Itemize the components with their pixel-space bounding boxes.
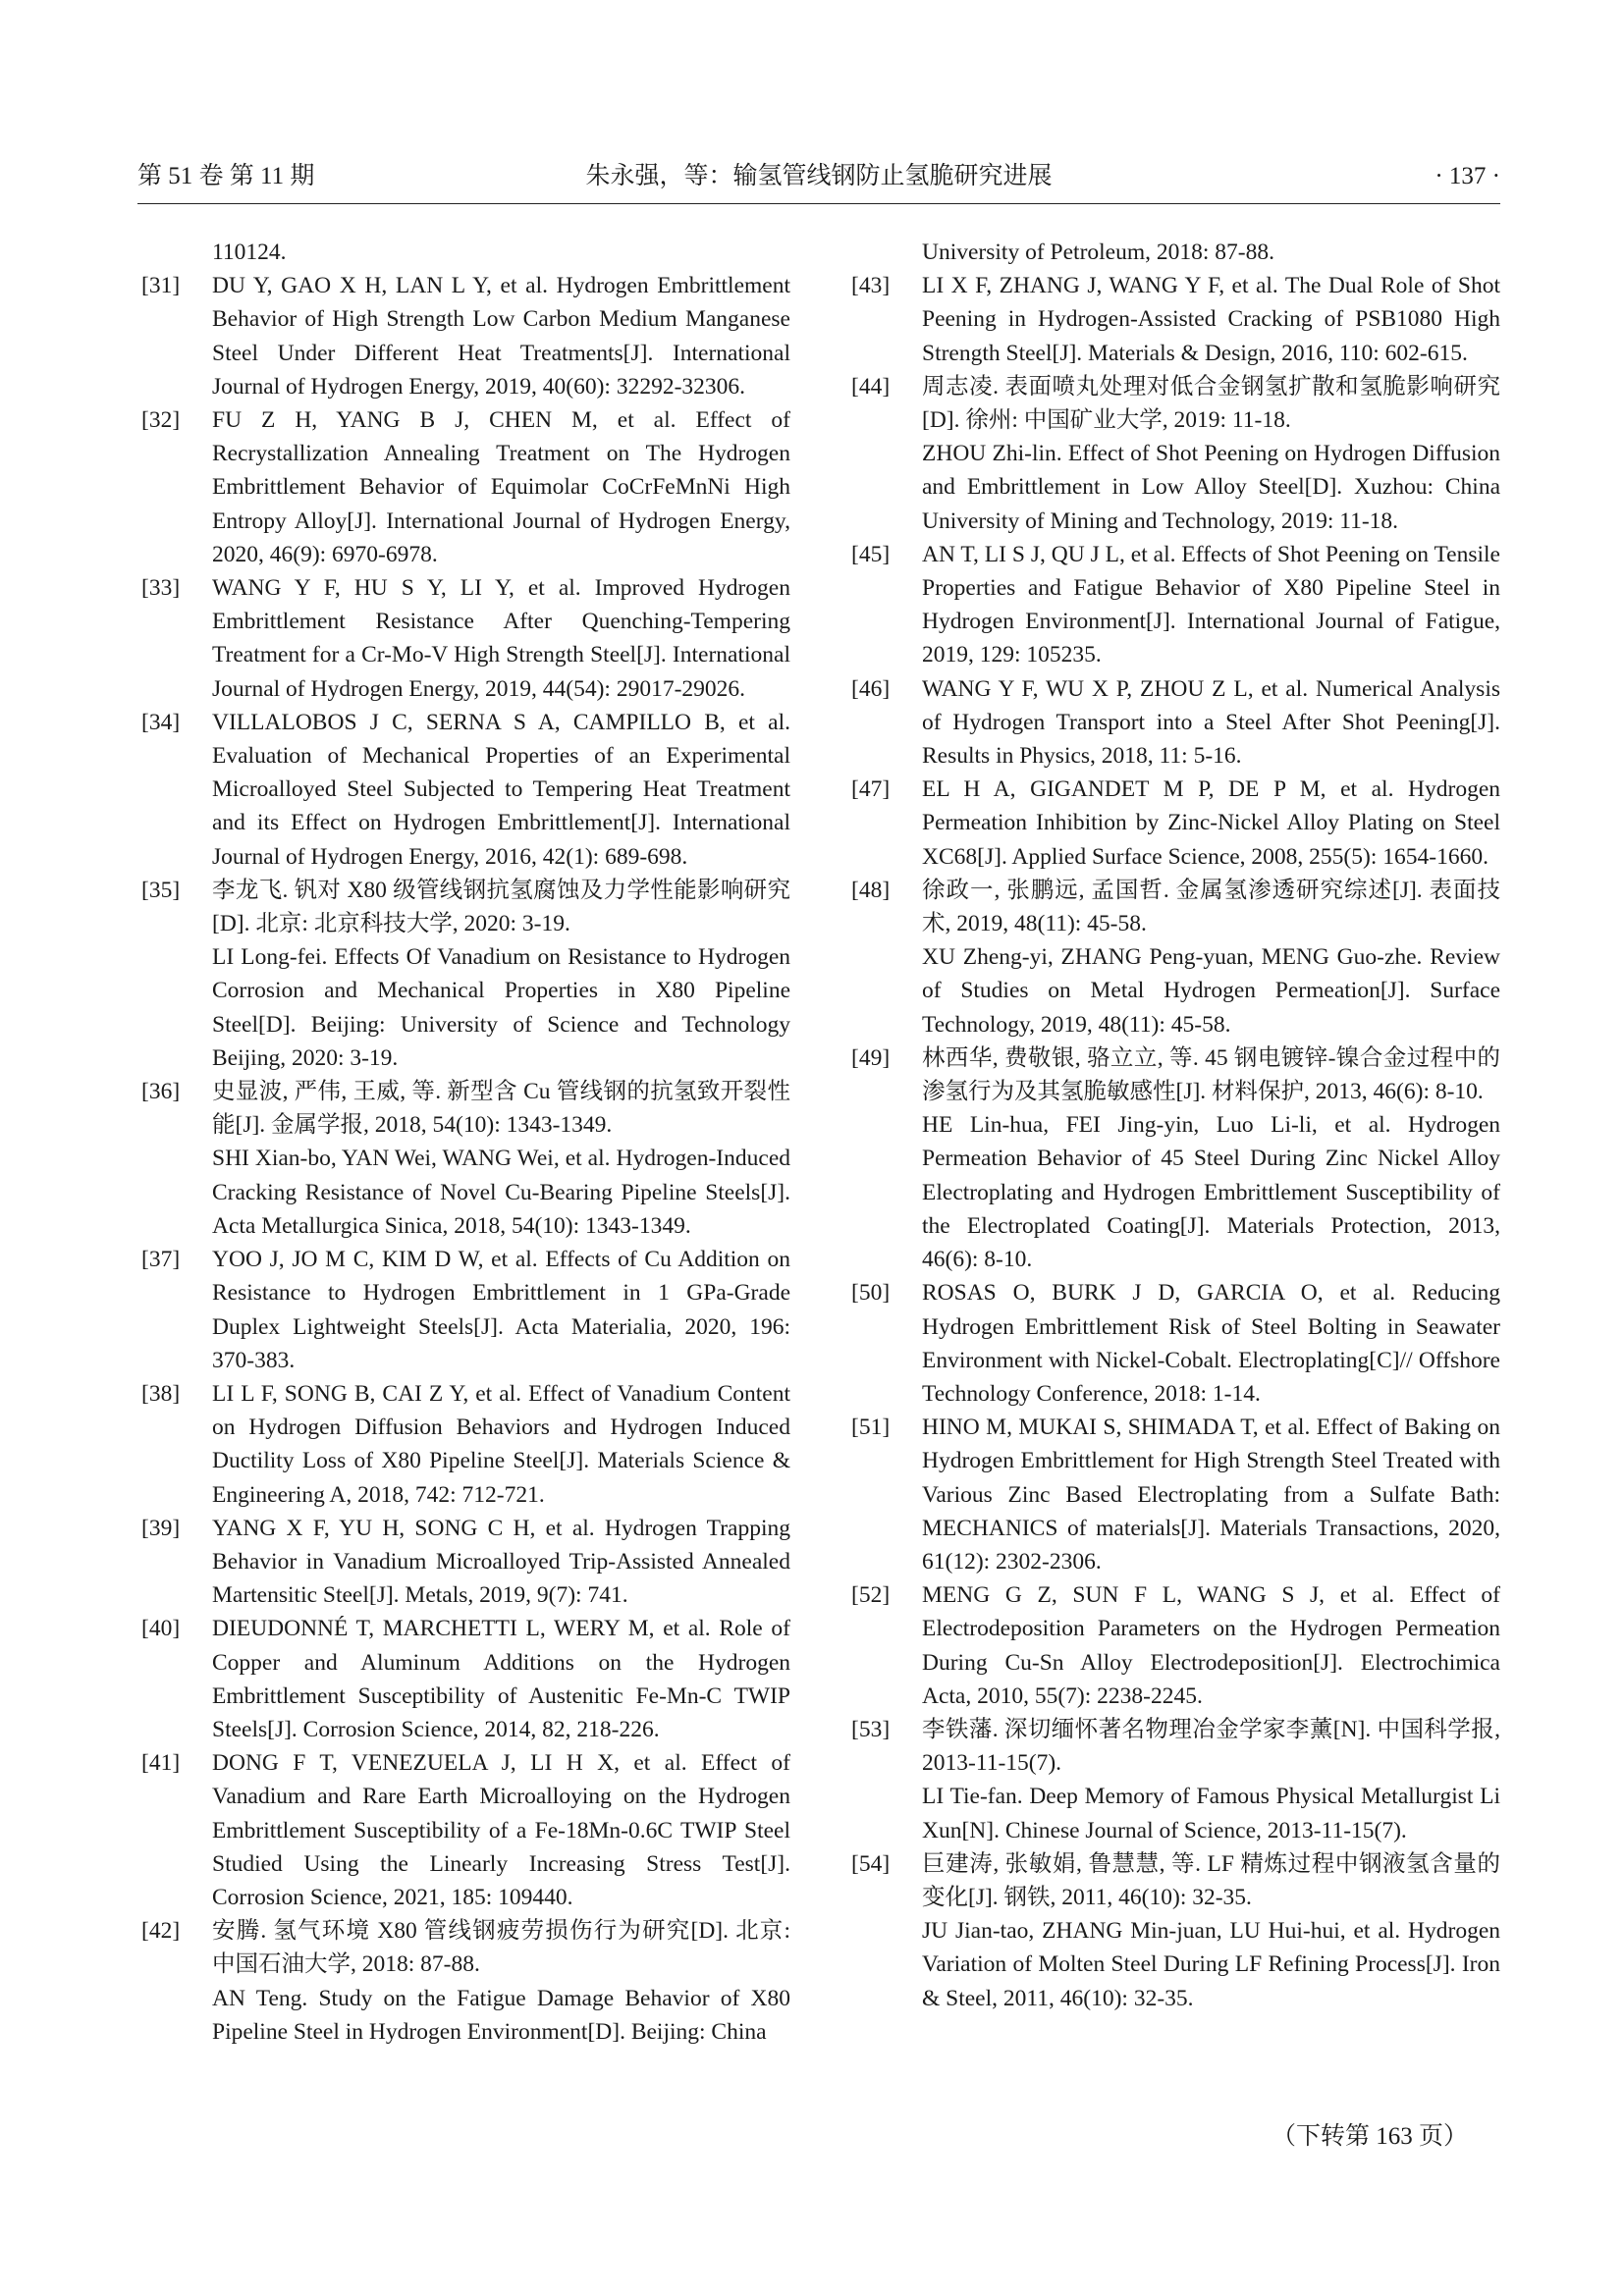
- reference-text: 李铁藩. 深切缅怀著名物理冶金学家李薰[N]. 中国科学报, 2013-11-15(7).: [922, 1716, 1500, 1777]
- reference-item: [137, 706, 790, 874]
- reference-item: [847, 672, 1500, 774]
- left-column: [137, 236, 790, 2049]
- reference-text: 李龙飞. 钒对 X80 级管线钢抗氢腐蚀及力学性能影响研究[D]. 北京: 北京科技大学, 2020: 3-19.: [212, 877, 790, 937]
- reference-text: 周志凌. 表面喷丸处理对低合金钢氢扩散和氢脆影响研究[D]. 徐州: 中国矿业大学, 2019: 11-18.: [922, 373, 1500, 434]
- reference-item: [847, 874, 1500, 1041]
- reference-number: [36]: [141, 1079, 181, 1105]
- reference-text: 安腾. 氢气环境 X80 管线钢疲劳损伤行为研究[D]. 北京: 中国石油大学, 2018: 87-88.: [212, 1918, 790, 1978]
- reference-item: [137, 1243, 790, 1377]
- continued-on-note: （下转第 163 页）: [1272, 2123, 1469, 2150]
- reference-text: ROSAS O, BURK J D, GARCIA O, et al. Reducing Hydrogen Embrittlement Risk of Steel Bolting in Seawater Environment with Nickel-Cobalt. Electroplating[C]// Offshore Technology Conference, 2018: 1-14.: [922, 1280, 1500, 1407]
- reference-translation: JU Jian-tao, ZHANG Min-juan, LU Hui-hui, et al. Hydrogen Variation of Molten Steel During LF Refining Process[J]. Iron & Steel, 2011, 46(10): 32-35.: [922, 1918, 1500, 2011]
- reference-text: HINO M, MUKAI S, SHIMADA T, et al. Effect of Baking on Hydrogen Embrittlement for High Strength Steel Treated with Various Zinc Based Electroplating from a Sulfate Bath: MECHANICS of materials[J]. Materials Transactions, 2020, 61(12): 2302-2306.: [922, 1415, 1500, 1575]
- reference-translation: HE Lin-hua, FEI Jing-yin, Luo Li-li, et al. Hydrogen Permeation Behavior of 45 Steel During Zinc Nickel Alloy Electroplating and Hydrogen Embrittlement Susceptibility of the Electroplated Coating[J]. Materials Protection, 2013, 46(6): 8-10.: [922, 1112, 1500, 1273]
- reference-item: [847, 269, 1500, 370]
- reference-number: [54]: [851, 1850, 891, 1877]
- reference-translation: XU Zheng-yi, ZHANG Peng-yuan, MENG Guo-zhe. Review of Studies on Metal Hydrogen Permeation[J]. Surface Technology, 2019, 48(11): 45-58.: [922, 944, 1500, 1038]
- reference-translation: ZHOU Zhi-lin. Effect of Shot Peening on Hydrogen Diffusion and Embrittlement in Low Alloy Steel[D]. Xuzhou: China University of Mining and Technology, 2019: 11-18.: [922, 441, 1500, 534]
- reference-text: VILLALOBOS J C, SERNA S A, CAMPILLO B, et al. Evaluation of Mechanical Properties of an Experimental Microalloyed Steel Subjected to Tempering Heat Treatment and its Effect on Hydrogen Embrittlement[J]. International Journal of Hydrogen Energy, 2016, 42(1): 689-698.: [212, 709, 790, 870]
- reference-number: [40]: [141, 1616, 181, 1642]
- right-reference-list: [847, 269, 1500, 2015]
- reference-text: EL H A, GIGANDET M P, DE P M, et al. Hydrogen Permeation Inhibition by Zinc-Nickel Alloy Plating on Steel XC68[J]. Applied Surface Science, 2008, 255(5): 1654-1660.: [922, 776, 1500, 870]
- reference-number: [32]: [141, 407, 181, 434]
- reference-item: [847, 1847, 1500, 2015]
- reference-text: 林西华, 费敬银, 骆立立, 等. 45 钢电镀锌-镍合金过程中的渗氢行为及其氢脆敏感性[J]. 材料保护, 2013, 46(6): 8-10.: [922, 1044, 1500, 1105]
- reference-text: 巨建涛, 张敏娟, 鲁慧慧, 等. LF 精炼过程中钢液氢含量的变化[J]. 钢铁, 2011, 46(10): 32-35.: [922, 1850, 1500, 1910]
- reference-item: [137, 1512, 790, 1613]
- reference-item: [137, 269, 790, 403]
- reference-number: [39]: [141, 1515, 181, 1541]
- running-title: 朱永强，等：输氢管线钢防止氢脆研究进展: [585, 163, 1053, 189]
- reference-number: [44]: [851, 373, 891, 400]
- header-rule: [137, 203, 1500, 204]
- reference-translation: LI Tie-fan. Deep Memory of Famous Physical Metallurgist Li Xun[N]. Chinese Journal of Science, 2013-11-15(7).: [922, 1784, 1500, 1843]
- reference-item: [847, 1276, 1500, 1411]
- reference-number: [43]: [851, 273, 891, 299]
- reference-item: [137, 1746, 790, 1914]
- reference-item: [137, 874, 790, 1075]
- reference-item: [137, 403, 790, 571]
- reference-text: 史显波, 严伟, 王威, 等. 新型含 Cu 管线钢的抗氢致开裂性能[J]. 金属学报, 2018, 54(10): 1343-1349.: [212, 1079, 790, 1139]
- reference-number: [35]: [141, 877, 181, 903]
- reference-translation: AN Teng. Study on the Fatigue Damage Behavior of X80 Pipeline Steel in Hydrogen Environment[D]. Beijing: China: [212, 1985, 790, 2045]
- continued-reference: 110124.: [212, 240, 287, 265]
- reference-item: [847, 1578, 1500, 1713]
- reference-text: WANG Y F, HU S Y, LI Y, et al. Improved Hydrogen Embrittlement Resistance After Quenching-Tempering Treatment for a Cr-Mo-V High Strength Steel[J]. International Journal of Hydrogen Energy, 2019, 44(54): 29017-29026.: [212, 575, 790, 702]
- reference-number: [33]: [141, 575, 181, 602]
- reference-number: [53]: [851, 1716, 891, 1742]
- running-header: [137, 157, 1500, 196]
- reference-item: [137, 1377, 790, 1512]
- reference-text: 徐政一, 张鹏远, 孟国哲. 金属氢渗透研究综述[J]. 表面技术, 2019, 48(11): 45-58.: [922, 877, 1500, 937]
- reference-item: [137, 1075, 790, 1243]
- reference-number: [31]: [141, 273, 181, 299]
- reference-text: YANG X F, YU H, SONG C H, et al. Hydrogen Trapping Behavior in Vanadium Microalloyed Trip-Assisted Annealed Martensitic Steel[J]. Metals, 2019, 9(7): 741.: [212, 1515, 790, 1609]
- reference-item: [137, 1612, 790, 1746]
- page-number: · 137 ·: [1435, 163, 1500, 189]
- reference-translation: SHI Xian-bo, YAN Wei, WANG Wei, et al. Hydrogen-Induced Cracking Resistance of Novel Cu-Bearing Pipeline Steels[J]. Acta Metallurgica Sinica, 2018, 54(10): 1343-1349.: [212, 1146, 790, 1239]
- reference-number: [37]: [141, 1247, 181, 1273]
- reference-number: [49]: [851, 1044, 891, 1071]
- reference-number: [38]: [141, 1380, 181, 1407]
- reference-text: WANG Y F, WU X P, ZHOU Z L, et al. Numerical Analysis of Hydrogen Transport into a Steel After Shot Peening[J]. Results in Physics, 2018, 11: 5-16.: [922, 675, 1500, 770]
- right-column: [847, 236, 1500, 2015]
- reference-item: [847, 1041, 1500, 1276]
- reference-number: [45]: [851, 541, 891, 567]
- reference-text: YOO J, JO M C, KIM D W, et al. Effects of Cu Addition on Resistance to Hydrogen Embrittlement in 1 GPa-Grade Duplex Lightweight Steels[J]. Acta Materialia, 2020, 196: 370-383.: [212, 1247, 790, 1373]
- reference-text: FU Z H, YANG B J, CHEN M, et al. Effect of Recrystallization Annealing Treatment on The Hydrogen Embrittlement Behavior of Equimolar CoCrFeMnNi High Entropy Alloy[J]. International Journal of Hydrogen Energy, 2020, 46(9): 6970-6978.: [212, 407, 790, 567]
- continued-reference: University of Petroleum, 2018: 87-88.: [922, 240, 1274, 265]
- reference-item: [137, 1914, 790, 2049]
- reference-number: [48]: [851, 877, 891, 903]
- reference-number: [52]: [851, 1582, 891, 1609]
- reference-item: [137, 571, 790, 706]
- reference-number: [46]: [851, 675, 891, 702]
- reference-text: DIEUDONNÉ T, MARCHETTI L, WERY M, et al. Role of Copper and Aluminum Additions on the Hydrogen Embrittlement Susceptibility of Austenitic Fe-Mn-C TWIP Steels[J]. Corrosion Science, 2014, 82, 218-226.: [212, 1616, 790, 1742]
- reference-number: [41]: [141, 1750, 181, 1777]
- reference-text: DONG F T, VENEZUELA J, LI H X, et al. Effect of Vanadium and Rare Earth Microalloying on the Hydrogen Embrittlement Susceptibility of a Fe-18Mn-0.6C TWIP Steel Studied Using the Linearly Increasing Stress Test[J]. Corrosion Science, 2021, 185: 109440.: [212, 1750, 790, 1910]
- reference-item: [847, 538, 1500, 672]
- left-reference-list: [137, 269, 790, 2049]
- reference-translation: LI Long-fei. Effects Of Vanadium on Resistance to Hydrogen Corrosion and Mechanical Properties in X80 Pipeline Steel[D]. Beijing: University of Science and Technology Beijing, 2020: 3-19.: [212, 944, 790, 1071]
- reference-item: [847, 1411, 1500, 1578]
- reference-text: LI L F, SONG B, CAI Z Y, et al. Effect of Vanadium Content on Hydrogen Diffusion Behaviors and Hydrogen Induced Ductility Loss of X80 Pipeline Steel[J]. Materials Science & Engineering A, 2018, 742: 712-721.: [212, 1380, 790, 1508]
- reference-text: MENG G Z, SUN F L, WANG S J, et al. Effect of Electrodeposition Parameters on the Hydrogen Permeation During Cu-Sn Alloy Electrodeposition[J]. Electrochimica Acta, 2010, 55(7): 2238-2245.: [922, 1582, 1500, 1709]
- reference-text: LI X F, ZHANG J, WANG Y F, et al. The Dual Role of Shot Peening in Hydrogen-Assisted Cracking of PSB1080 High Strength Steel[J]. Materials & Design, 2016, 110: 602-615.: [922, 273, 1500, 366]
- reference-number: [51]: [851, 1415, 891, 1441]
- reference-item: [847, 1713, 1500, 1847]
- reference-text: DU Y, GAO X H, LAN L Y, et al. Hydrogen Embrittlement Behavior of High Strength Low Carbon Medium Manganese Steel Under Different Heat Treatments[J]. International Journal of Hydrogen Energy, 2019, 40(60): 32292-32306.: [212, 273, 790, 400]
- reference-number: [47]: [851, 776, 891, 803]
- reference-number: [34]: [141, 709, 181, 735]
- reference-number: [42]: [141, 1918, 181, 1945]
- reference-text: AN T, LI S J, QU J L, et al. Effects of Shot Peening on Tensile Properties and Fatigue Behavior of X80 Pipeline Steel in Hydrogen Environment[J]. International Journal of Fatigue, 2019, 129: 105235.: [922, 541, 1500, 668]
- reference-item: [847, 370, 1500, 538]
- volume-issue: 第 51 卷 第 11 期: [137, 163, 315, 189]
- reference-number: [50]: [851, 1280, 891, 1307]
- reference-item: [847, 773, 1500, 874]
